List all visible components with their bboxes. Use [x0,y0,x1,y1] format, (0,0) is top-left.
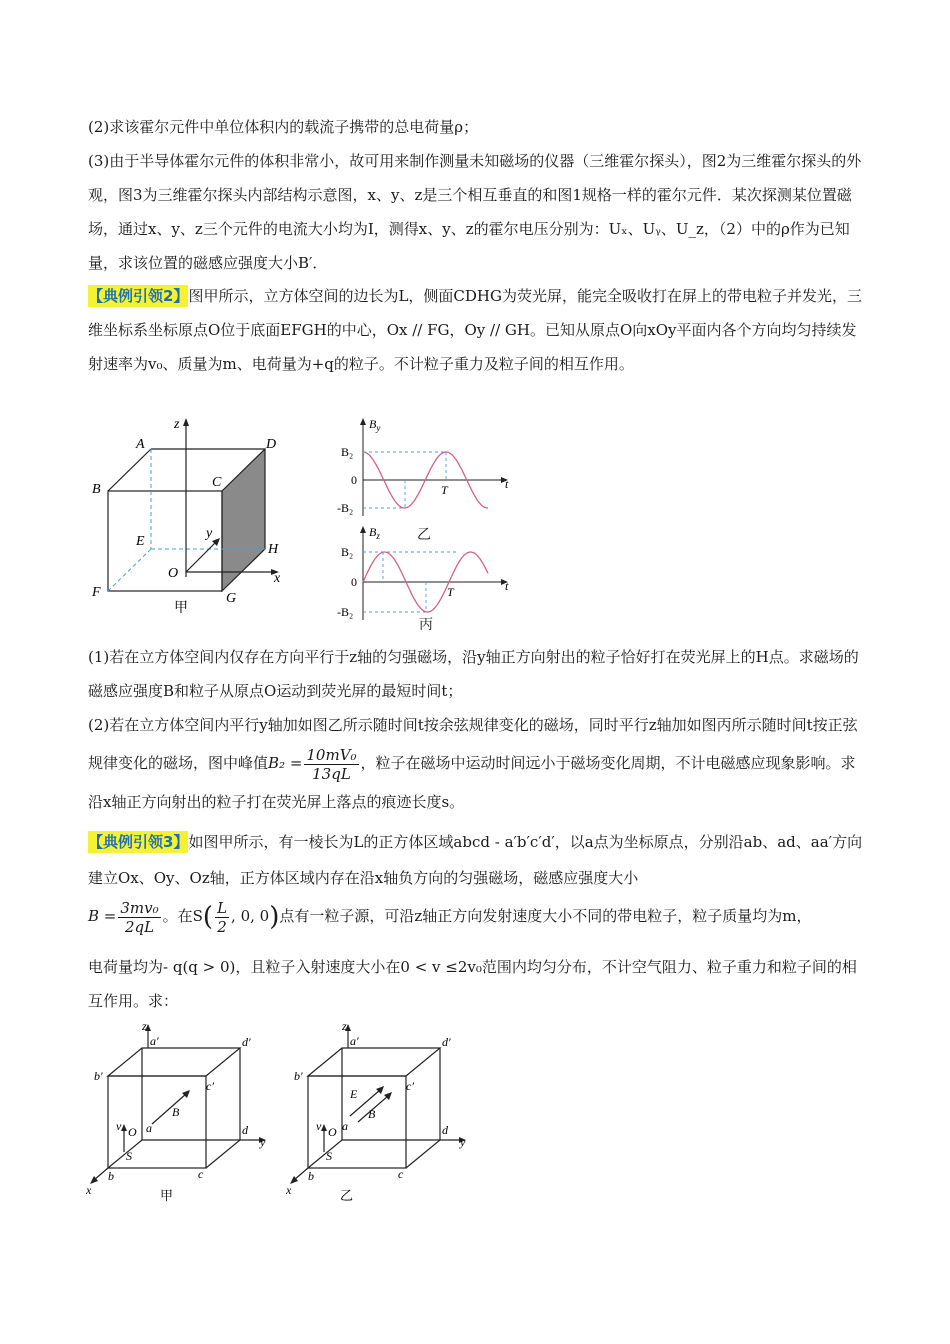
yi-label-x: x [286,1183,292,1197]
yi-label-d1: d′ [442,1035,451,1049]
by-axis-label: $B_y$ [369,417,381,433]
yi-label-c1: c′ [406,1079,414,1093]
b-fraction: $\frac{\text{3mv₀}}{2qL}$ [120,898,159,936]
jia-label-y: y [260,1135,266,1149]
by-pos-label: B₂ [341,445,354,459]
yi-label-a: a [342,1119,348,1133]
bz-neg-label: -B₂ [337,605,354,619]
jia-label-s: S [126,1149,132,1163]
figure-cube-jia [88,412,298,626]
cube-label-e: E [136,534,145,549]
jia-label-d: d [242,1123,248,1137]
yi-label-b-field: B [368,1107,376,1121]
example2-part2: (2)若在立方体空间内平行y轴加如图乙所示随时间t按余弦规律变化的磁场，同时平行z轴加如图丙所示随时间t按正弦规律变化的磁场，图中峰值B₂ = $\frac{\text{10mV₀}}{13qL}$ ，粒子在磁场中运动时间远小于磁场变化周期，不计电磁感应现象影响。求沿x轴正方向射出的粒子打在荧光屏上落点的痕迹长度s。 [88,716,858,811]
example3-intro: 【典例引领3】如图甲所示，有一棱长为L的正方体区域abcd - a′b′c′d′，以a点为坐标原点，分别沿ab、ad、aa′方向建立Ox、Oy、Oz轴，正方体区域内存在沿x轴负方向的匀强磁场，磁感应强度大小 [88,833,863,887]
jia-label-v: v [116,1119,122,1133]
q1-part3: (3)由于半导体霍尔元件的体积非常小，故可用来制作测量未知磁场的仪器（三维霍尔探头），图2为三维霍尔探头的外观，图3为三维霍尔探头内部结构示意图，x、y、z是三个相互垂直的和图1规格一样的霍尔元件．某次探测某位置磁场，通过x、y、z三个元件的电流大小均为I，测得x、y、z的霍尔电压分别为：Uₓ、Uᵧ、U_z，（2）中的ρ作为已知量，求该位置的磁感应强度大小B′． [88,152,862,272]
bz-caption: 丙 [419,617,433,633]
bz-graph [333,524,523,624]
example2-part1: (1)若在立方体空间内仅存在方向平行于z轴的匀强磁场，沿y轴正方向射出的粒子恰好打在荧光屏上的H点。求磁场的磁感应强度B和粒子从原点O运动到荧光屏的最短时间t； [88,648,859,700]
by-zero-label: 0 [351,473,357,487]
s-fraction: $\frac{L}{2}$ [217,898,228,936]
jia-caption: 甲 [160,1188,174,1203]
figure-cube-ex3-jia [80,1018,280,1212]
bz-period-label: T [447,585,454,599]
yi-label-d: d [442,1123,448,1137]
by-graph [333,416,523,526]
bz-pos-label: B₂ [341,545,354,559]
cube-label-y: y [206,526,213,541]
yi-label-v: v [316,1119,322,1133]
jia-label-o: O [128,1125,137,1139]
cube-label-a: A [136,437,145,452]
by-t-label: t [505,477,509,491]
cube-label-x: x [274,571,281,586]
screen-face-cdhg [222,449,265,591]
jia-label-x: x [86,1183,92,1197]
cube-caption: 甲 [174,601,188,616]
yi-label-b: b [308,1169,314,1183]
yi-label-s: S [326,1149,332,1163]
cube-front-face [108,491,222,591]
by-period-label: T [441,483,448,497]
example2-tag: 【典例引领2】 [88,287,189,305]
bz-t-label: t [505,579,509,593]
yi-label-z: z [342,1019,347,1033]
bz-axis-label: $B_z$ [369,525,380,541]
example2-intro [88,279,864,381]
jia-label-b1: b′ [94,1069,103,1083]
yi-label-a1: a′ [350,1034,359,1048]
cube-label-z: z [174,417,180,432]
example3-source-line: B = $\frac{\text{3mv₀}}{2qL}$ 。在S( $\frac{L}{2}$ , 0, 0)点有一粒子源，可沿z轴正方向发射速度大小不同的带电粒子，粒子质量均为m， [88,898,812,936]
by-neg-label: -B₂ [337,501,354,515]
by-caption: 乙 [417,527,431,543]
jia-label-a: a [146,1121,152,1135]
jia-label-z: z [142,1019,147,1033]
example3-tag: 【典例引领3】 [88,833,189,851]
example3-line3: 电荷量均为- q(q > 0)，且粒子入射速度大小在0 < v ≤2v₀范围内均匀分布，不计空气阻力、粒子重力和粒子间的相互作用。求： [88,958,857,1010]
jia-label-c1: c′ [206,1079,214,1093]
yi-label-o: O [328,1125,337,1139]
jia-label-d1: d′ [242,1035,251,1049]
cube-ex3-jia-diagram [80,1018,280,1208]
figure-bz-bing [333,524,523,633]
cube-label-f: F [92,585,101,600]
yi-label-y: y [460,1135,466,1149]
cube-label-g: G [226,591,237,606]
yi-label-c: c [398,1167,404,1181]
cube-ex3-yi-diagram [280,1018,480,1208]
cube-label-h: H [268,542,279,557]
jia-label-c: c [198,1167,204,1181]
b2-fraction: $\frac{\text{10mV₀}}{13qL}$ [306,745,357,783]
cube-label-o: O [168,566,179,581]
q1-part2: (2)求该霍尔元件中单位体积内的载流子携带的总电荷量ρ； [88,118,479,136]
cube-label-b: B [92,482,101,497]
example2-text: 图甲所示，立方体空间的边长为L，侧面CDHG为荧光屏，能完全吸收打在屏上的带电粒子并发光，三维坐标系坐标原点O位于底面EFGH的中心，Ox // FG，Oy // GH。已知从原点O向xOy平面内各个方向均匀持续发射速率为v₀、质量为m、电荷量为+q的粒子。不计粒子重力及粒子间的相互作用。 [88,287,862,373]
cube-diagram [88,412,298,622]
b2-formula-lhs: B₂ = [268,754,303,772]
jia-label-b: b [108,1169,114,1183]
figure-cube-ex3-yi [280,1018,480,1212]
yi-label-e-field: E [350,1087,358,1101]
jia-label-b-field: B [172,1105,180,1119]
yi-label-b1: b′ [294,1069,303,1083]
yi-caption: 乙 [340,1188,354,1203]
cube-label-d: D [266,437,277,452]
jia-label-a1: a′ [150,1034,159,1048]
bz-zero-label: 0 [351,575,357,589]
cube-label-c: C [212,475,222,490]
